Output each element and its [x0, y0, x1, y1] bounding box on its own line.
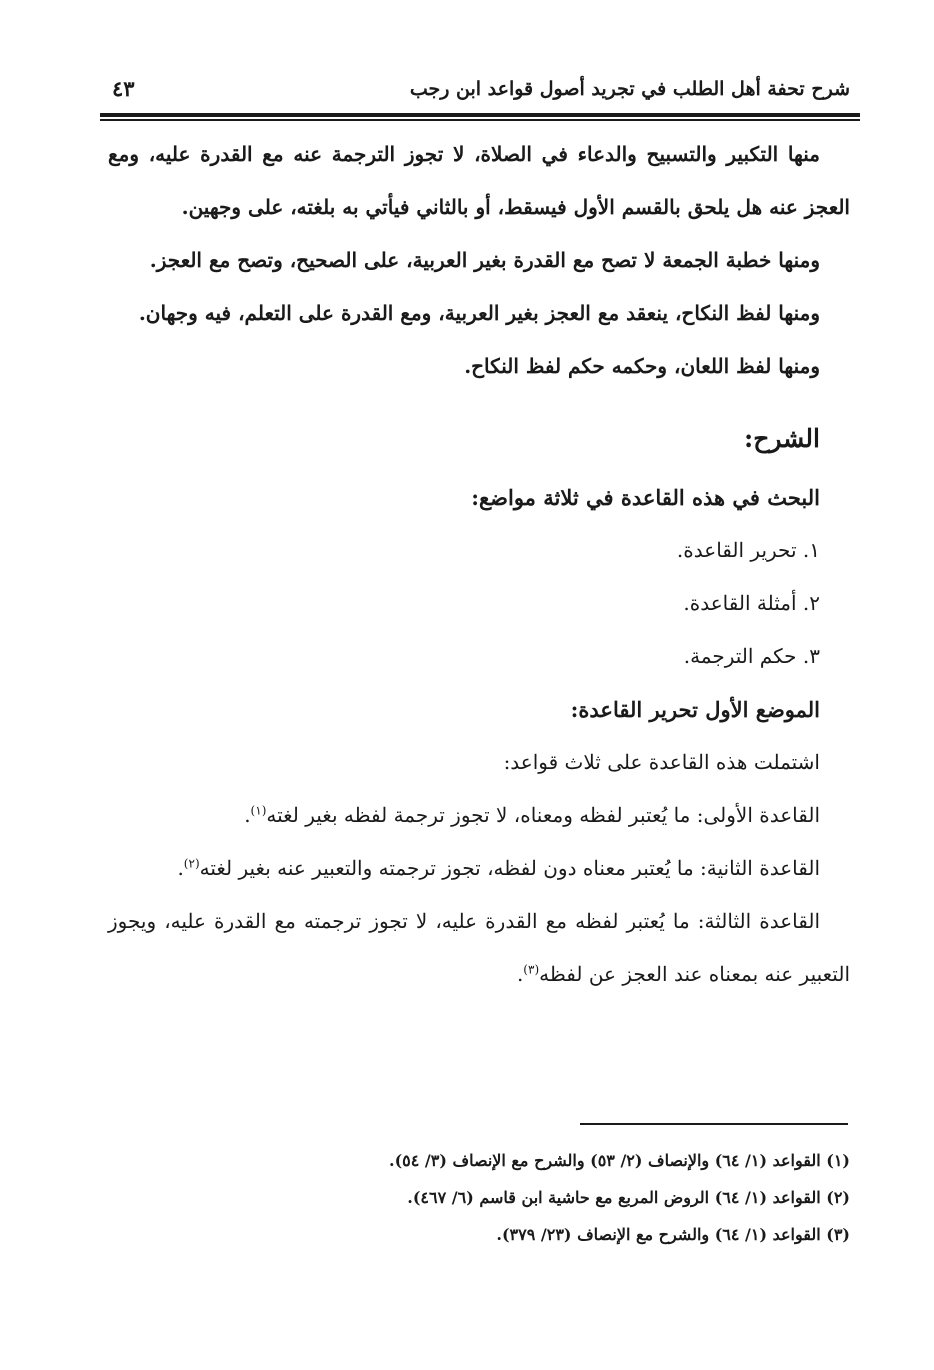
- footnote-ref-2: (٢): [183, 856, 200, 871]
- rule-two: [108, 842, 850, 895]
- footnote-separator: [580, 1123, 848, 1125]
- rule-one-text: القاعدة الأولى: ما يُعتبر لفظه ومعناه، لا تجوز ترجمة لفظه بغير لغته: [266, 803, 820, 827]
- intro-line: اشتملت هذه القاعدة على ثلاث قواعد:: [503, 750, 820, 774]
- paragraph-khutbah: ومنها خطبة الجمعة لا تصح مع القدرة بغير العربية، على الصحيح، وتصح مع العجز.: [149, 248, 820, 272]
- rule-two-end: .: [177, 856, 184, 880]
- rule-one: [108, 789, 850, 842]
- header-rule-thin: [100, 119, 860, 121]
- header-rule-thick: [100, 113, 860, 117]
- footnote-ref-3: (٣): [523, 962, 540, 977]
- rule-three-text: القاعدة الثالثة: ما يُعتبر لفظه مع القدرة عليه، لا تجوز ترجمته مع القدرة عليه، ويجوز التعبير عنه بمعناه عند العجز عن لفظه: [108, 909, 850, 986]
- rule-two-text: القاعدة الثانية: ما يُعتبر معناه دون لفظه، تجوز ترجمته والتعبير عنه بغير لغته: [199, 856, 820, 880]
- paragraph-takbir: منها التكبير والتسبيح والدعاء في الصلاة، لا تجوز الترجمة عنه مع القدرة عليه، ومع العجز عنه هل يلحق بالقسم الأول فيسقط، أو بالثاني فيأتي به بلغته، على وجهين.: [108, 142, 850, 219]
- footnotes: [150, 1142, 850, 1253]
- list-item: ٢. أمثلة القاعدة.: [683, 591, 820, 615]
- rule-one-end: .: [244, 803, 251, 827]
- running-title: شرح تحفة أهل الطلب في تجريد أصول قواعد ابن رجب: [409, 78, 850, 100]
- paragraph-liaan: ومنها لفظ اللعان، وحكمه حكم لفظ النكاح.: [464, 354, 820, 378]
- bahth-heading: البحث في هذه القاعدة في ثلاثة مواضع:: [471, 485, 820, 510]
- mawdi-heading: الموضع الأول تحرير القاعدة:: [570, 697, 820, 722]
- footnote-ref-1: (١): [250, 803, 267, 818]
- footnote-item: (١) القواعد (١/ ٦٤) والإنصاف (٢/ ٥٣) والشرح مع الإنصاف (٣/ ٥٤).: [389, 1151, 850, 1170]
- rule-three: [108, 895, 850, 1001]
- main-text: [108, 128, 850, 1001]
- list-item: ١. تحرير القاعدة.: [676, 538, 820, 562]
- paragraph-nikah: ومنها لفظ النكاح، ينعقد مع العجز بغير العربية، ومع القدرة على التعلم، فيه وجهان.: [138, 301, 820, 325]
- footnote-item: (٣) القواعد (١/ ٦٤) والشرح مع الإنصاف (٢٣/ ٣٧٩).: [496, 1225, 850, 1244]
- rule-three-end: .: [516, 962, 524, 986]
- sharh-heading: الشرح:: [743, 424, 820, 453]
- page-header: [100, 70, 860, 110]
- list-item: ٣. حكم الترجمة.: [683, 644, 820, 668]
- footnote-item: (٢) القواعد (١/ ٦٤) الروض المربع مع حاشية ابن قاسم (٦/ ٤٦٧).: [407, 1188, 850, 1207]
- page-number: ٤٣: [112, 76, 135, 101]
